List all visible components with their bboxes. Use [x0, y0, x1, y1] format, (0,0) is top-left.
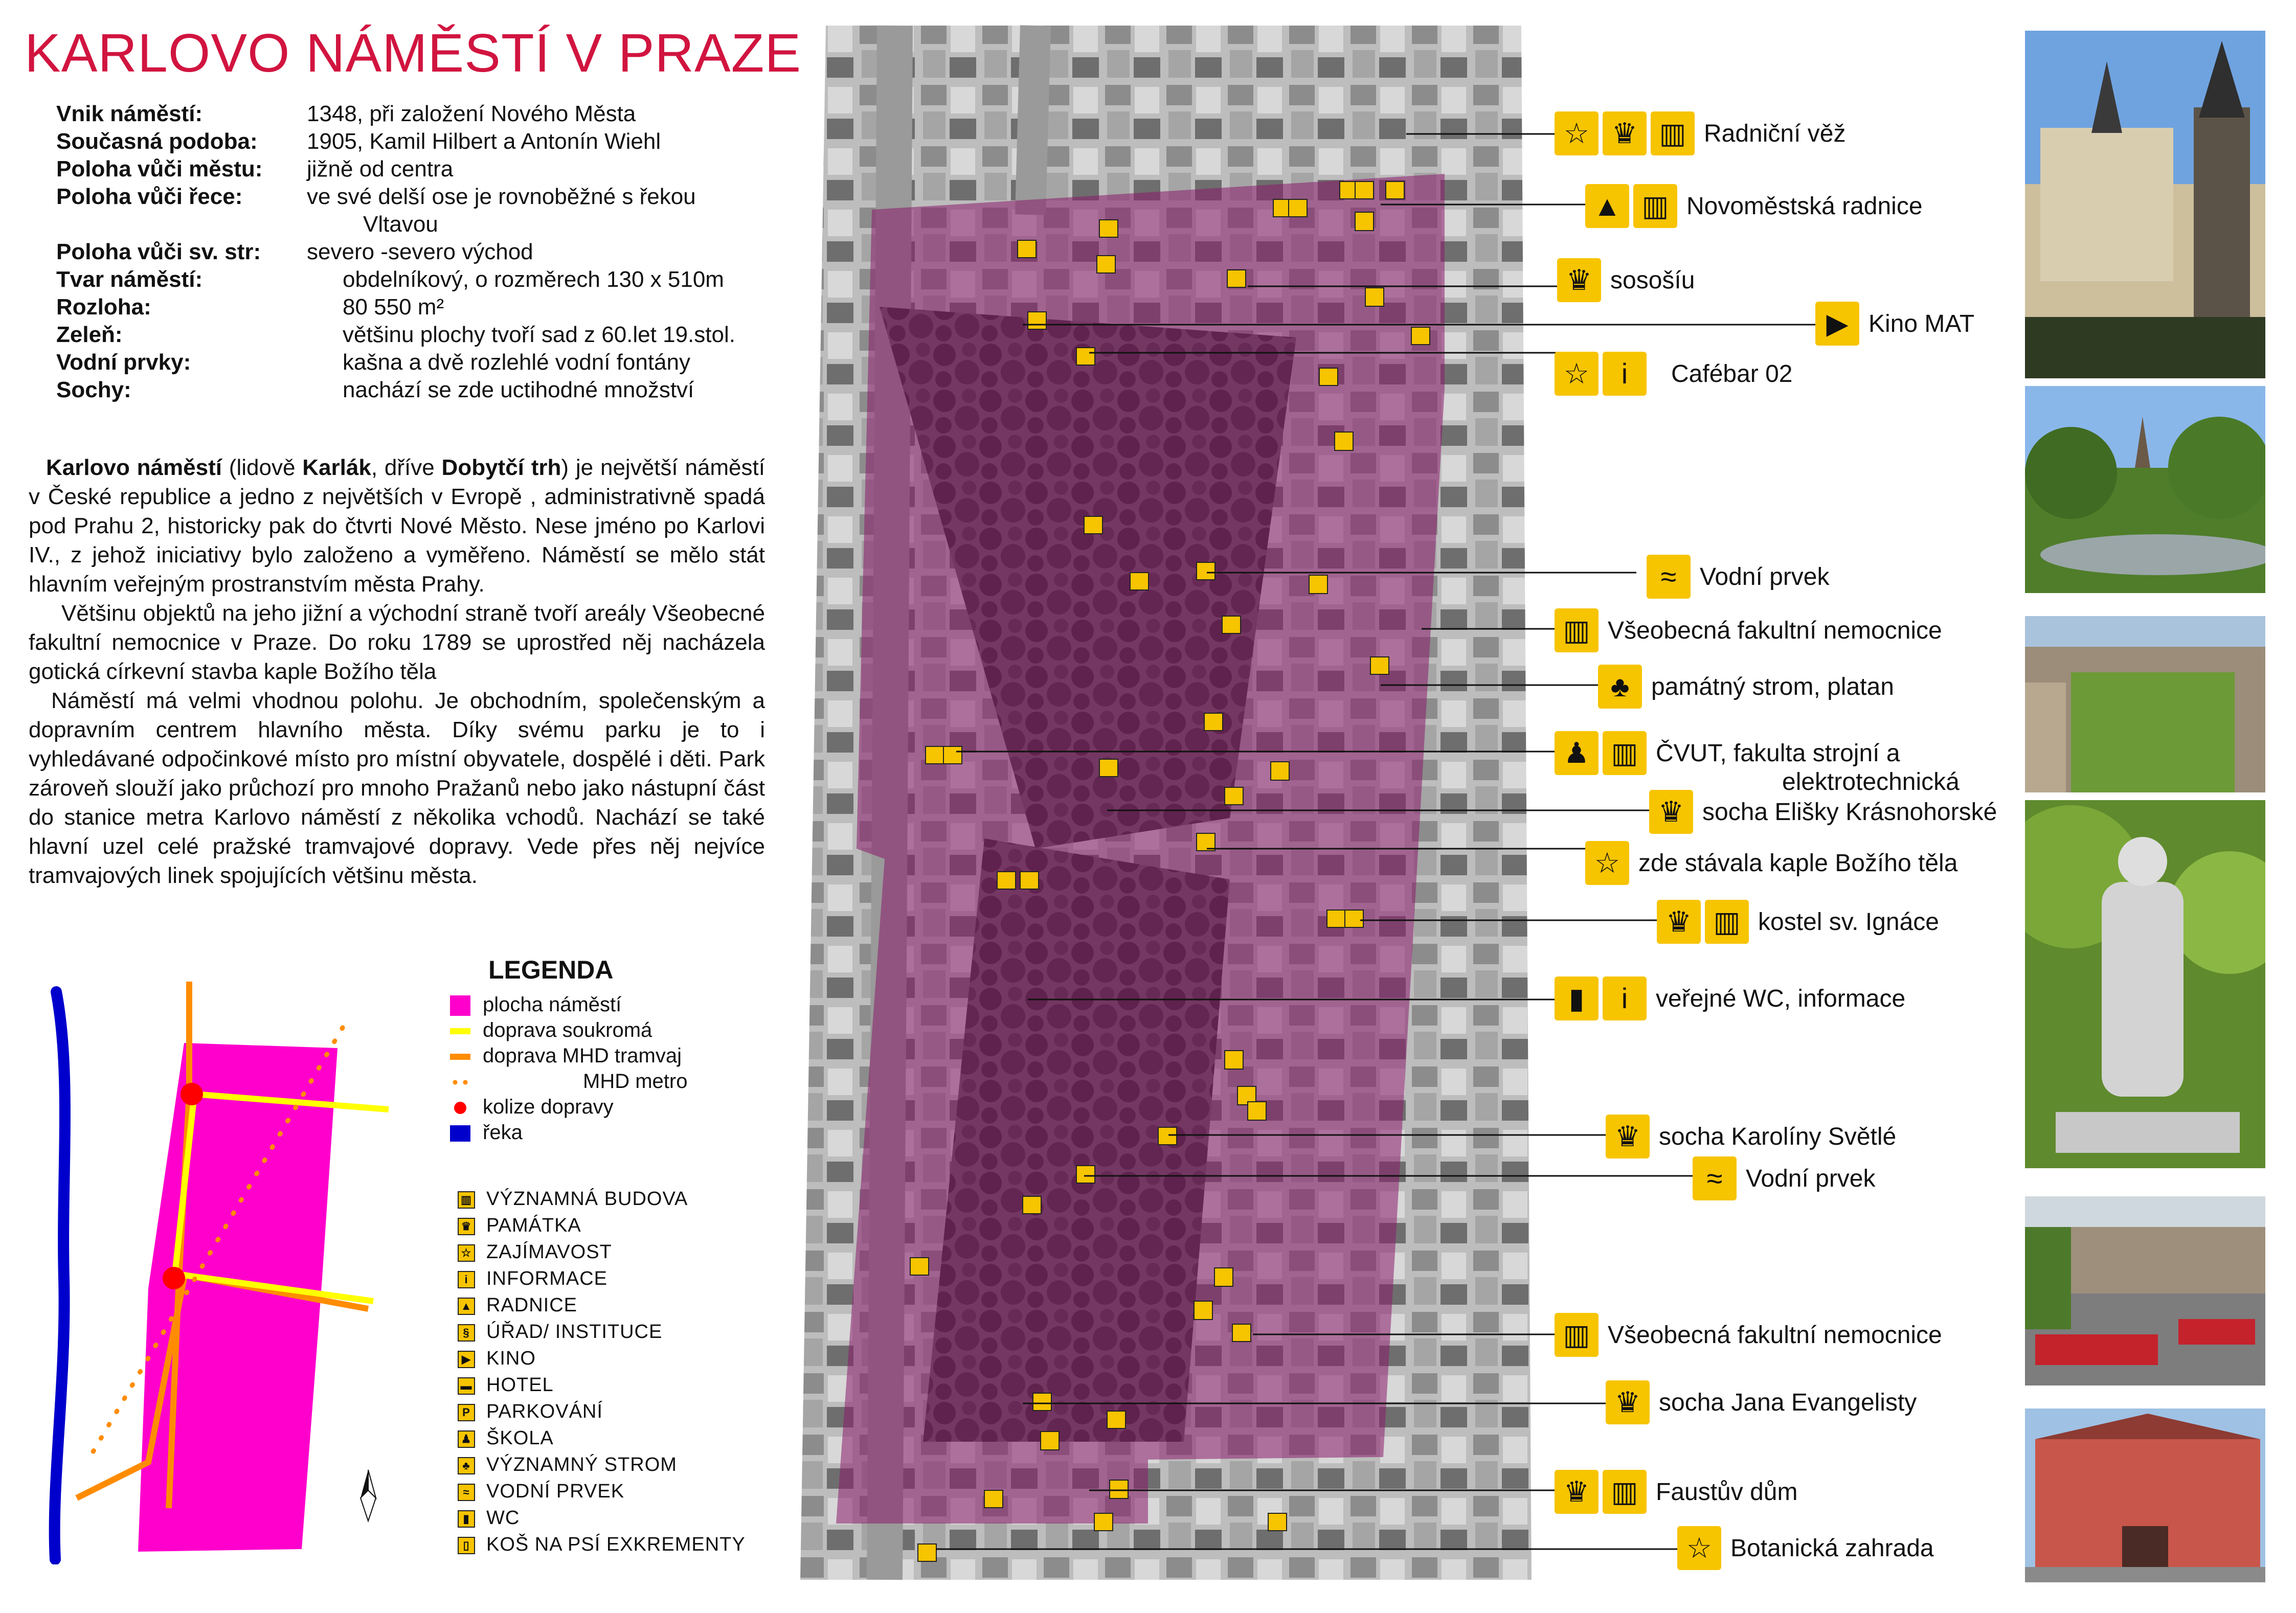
fact-key: Tvar náměstí: [56, 267, 203, 292]
monument-icon: ♛ [1657, 900, 1701, 944]
text-run: (lidově [221, 455, 303, 480]
legend-icon-item [458, 1505, 520, 1531]
callout-wc[interactable] [1555, 976, 1905, 1020]
fact-row [56, 128, 762, 155]
photo-aerial-view [2025, 616, 2265, 792]
legend-label: ŠKOLA [486, 1427, 554, 1449]
legend-label: doprava soukromá [483, 1019, 652, 1041]
town-hall-icon: ▲ [458, 1298, 475, 1315]
school-icon: ♟ [1555, 731, 1599, 775]
callout-label: socha Elišky Krásnohorské [1702, 798, 1997, 826]
parking-icon: P [458, 1404, 475, 1421]
callout-label: sosošíu [1610, 266, 1695, 294]
legend-icon-item [458, 1452, 677, 1478]
callout-label-continued: elektrotechnická [1782, 768, 1960, 796]
swatch-dot-icon [454, 1102, 466, 1114]
fact-row [56, 321, 762, 349]
town-hall-icon: ▲ [1585, 184, 1629, 228]
legend-icon-item [458, 1266, 607, 1291]
description-paragraph: Náměstí má velmi vhodnou polohu. Je obchodním, společenským a dopravním centrem hlavního města. Díky svému parku je to i vyhledávané odpočinkové místo pro místní obyvatele, dospělé i děti. Park zároveň slouží jako průchozí pro mnoho Pražanů nebo jako nástupní část do stanice metra Karlovo náměstí z několika vchodů. Nachází se také hlavní uzel celé pražské tramvajové dopravy. Vede přes něj nejvíce tramvajových linek spojujících většinu města. [29, 688, 765, 888]
legend-icon-item [458, 1213, 581, 1238]
callout-label: Vodní prvek [1700, 563, 1830, 590]
street [1030, 26, 1036, 215]
photo-faust-house [2025, 1408, 2265, 1582]
callout-vodni-prvek-2[interactable] [1693, 1156, 1876, 1200]
collision-point [181, 1083, 203, 1105]
fact-value: 80 550 m² [343, 294, 444, 320]
callout-vodni-prvek[interactable] [1647, 555, 1830, 599]
legend-label: RADNICE [486, 1294, 578, 1316]
callout-sosos[interactable] [1557, 258, 1695, 302]
callout-botanicka[interactable] [1677, 1526, 1934, 1570]
legend-item [450, 1094, 614, 1120]
monument-icon: ♛ [1557, 258, 1601, 302]
callout-label: Botanická zahrada [1730, 1534, 1934, 1562]
star-icon: ☆ [458, 1244, 475, 1262]
legend-label: plocha náměstí [483, 993, 622, 1016]
school-icon: ♟ [458, 1430, 475, 1448]
legend-icon-item [458, 1292, 577, 1318]
photo-statue [2025, 800, 2265, 1168]
legend-icon-item [458, 1186, 688, 1212]
callout-faustuv-dum[interactable] [1555, 1470, 1797, 1514]
legend-label: ÚŘAD/ INSTITUCE [486, 1321, 663, 1343]
star-icon: ☆ [1585, 841, 1629, 885]
callout-nemocnice-2[interactable] [1555, 1313, 1942, 1357]
monument-icon: ♛ [1555, 1470, 1599, 1514]
fact-value: obdelníkový, o rozměrech 130 x 510m [343, 267, 724, 292]
fact-row [56, 100, 762, 128]
wc-icon: ▮ [1555, 976, 1599, 1020]
legend-label: řeka [483, 1121, 523, 1144]
callout-nemocnice[interactable] [1555, 608, 1942, 652]
legend-label: KOŠ NA PSÍ EXKREMENTY [486, 1534, 746, 1555]
callout-label: Vodní prvek [1746, 1165, 1876, 1192]
info-icon: i [1603, 976, 1647, 1020]
fact-key: Vnik náměstí: [56, 101, 203, 126]
callout-label: památný strom, platan [1651, 673, 1894, 700]
callout-label: Všeobecná fakultní nemocnice [1608, 617, 1942, 644]
traffic-diagram [36, 971, 409, 1564]
fact-key: Vodní prvky: [56, 350, 191, 375]
fact-value: většinu plochy tvoří sad z 60.let 19.stol. [343, 322, 735, 347]
building-icon: ▥ [1651, 111, 1695, 155]
callout-label: zde stávala kaple Božího těla [1638, 849, 1958, 877]
legend-label: WC [486, 1507, 520, 1529]
water-icon: ≈ [458, 1484, 475, 1501]
fact-value: ve své delší ose je rovnoběžné s řekou [307, 184, 696, 209]
fact-value: severo -severo východ [307, 239, 533, 264]
photo-town-hall [2025, 31, 2265, 378]
description [29, 453, 765, 890]
callout-jan-evangelista[interactable] [1606, 1380, 1917, 1424]
callout-karolina[interactable] [1606, 1115, 1896, 1158]
legend-label: INFORMACE [486, 1268, 607, 1289]
building-icon: ▥ [1633, 184, 1677, 228]
building-icon: ▥ [1705, 900, 1749, 944]
description-paragraph: Většinu objektů na jeho jižní a východní straně tvoří areály Všeobecné fakultní nemocnice v Praze. Do roku 1789 se uprostřed něj nacházela gotická církevní stavba kaple Božího těla [29, 601, 765, 684]
water-icon: ≈ [1647, 555, 1691, 599]
legend-label: VÝZNAMNÝ STROM [486, 1454, 677, 1475]
callout-label: Všeobecná fakultní nemocnice [1608, 1321, 1942, 1349]
callout-platan[interactable] [1598, 665, 1894, 709]
fact-key: Rozloha: [56, 294, 151, 320]
building-icon: ▥ [1603, 1470, 1647, 1514]
fact-value-continued: Vltavou [363, 212, 438, 237]
star-icon: ☆ [1555, 111, 1599, 155]
dog-bin-icon: ▯ [458, 1537, 475, 1554]
swatch-square-icon [450, 1125, 470, 1142]
fact-row [56, 266, 762, 293]
monument-icon: ♛ [1606, 1115, 1650, 1158]
swatch-dots-icon [450, 1079, 470, 1085]
fact-value: 1348, při založení Nového Města [307, 101, 636, 126]
fact-row [56, 376, 762, 404]
bold-term: Karlák [302, 455, 371, 480]
monument-icon: ♛ [1606, 1380, 1650, 1424]
star-icon: ☆ [1555, 352, 1599, 396]
collision-point [163, 1267, 185, 1289]
building-icon: ▥ [1555, 608, 1599, 652]
facts-table [56, 100, 762, 404]
callout-label: socha Jana Evangelisty [1659, 1389, 1917, 1416]
legend-icon-item [458, 1532, 746, 1557]
legend-icon-item [458, 1239, 612, 1265]
water-icon: ≈ [1693, 1156, 1737, 1200]
cinema-icon: ▶ [1815, 302, 1859, 346]
legend-label: MHD metro [583, 1070, 688, 1093]
fact-value: jižně od centra [307, 156, 454, 181]
bold-term: Karlovo náměstí [46, 455, 222, 480]
fact-row [56, 293, 762, 321]
building-icon: ▥ [1603, 731, 1647, 775]
star-icon: ☆ [1677, 1526, 1721, 1570]
fact-row [56, 183, 762, 238]
legend-item [450, 1043, 682, 1069]
text-run: ) je největší náměstí v České republice a jedno z největších v Evropě , administrativně spadá pod Prahu 2, historicky pak do čtvrti Nové Město. Nese jméno po Karlovi IV., z jehož iniciativy bylo založeno a vyměřeno. Náměstí se mělo stát hlavním veřejným prostranstvím města Prahy. [29, 455, 765, 597]
north-arrow-icon [361, 1470, 376, 1521]
fact-key: Poloha vůči sv. str: [56, 239, 261, 264]
fact-key: Zeleň: [56, 322, 123, 347]
callout-label: Cafébar 02 [1671, 360, 1793, 388]
monument-icon: ♛ [1649, 790, 1693, 834]
fact-row [56, 155, 762, 183]
legend-icon-item [458, 1319, 662, 1345]
fact-key: Poloha vůči městu: [56, 156, 263, 181]
legend-title: LEGENDA [488, 956, 614, 984]
legend-item [450, 1069, 687, 1094]
fact-row [56, 238, 762, 266]
legend-label: PAMÁTKA [486, 1215, 581, 1236]
cinema-icon: ▶ [458, 1351, 475, 1368]
fact-key: Současná podoba: [56, 129, 258, 154]
info-icon: i [458, 1271, 475, 1288]
legend-label: ZAJÍMAVOST [486, 1241, 612, 1263]
tree-icon: ♣ [1598, 665, 1642, 709]
legend-label: KINO [486, 1348, 536, 1369]
callout-eliska[interactable] [1649, 790, 1997, 834]
fact-value: nachází se zde uctihodné množství [343, 377, 694, 402]
legend-icon-item [458, 1479, 624, 1504]
swatch-line-icon [450, 1028, 470, 1034]
legend-item [450, 1017, 652, 1043]
callout-label: Faustův dům [1656, 1478, 1798, 1506]
square-overlay [836, 174, 1445, 1524]
callout-novomestska-radnice[interactable] [1585, 184, 1923, 228]
legend-label: VODNÍ PRVEK [486, 1481, 625, 1502]
swatch-square-icon [450, 995, 470, 1016]
legend-label: HOTEL [486, 1374, 554, 1396]
callout-kaple[interactable] [1585, 841, 1957, 885]
fact-value: 1905, Kamil Hilbert a Antonín Wiehl [307, 129, 661, 154]
info-icon: i [1603, 352, 1647, 396]
text-run: , dříve [371, 455, 442, 480]
office-icon: § [458, 1324, 475, 1342]
building-icon: ▥ [458, 1191, 475, 1209]
fact-value: kašna a dvě rozlehlé vodní fontány [343, 350, 691, 375]
hotel-icon: ▬ [458, 1377, 475, 1395]
legend-icon-item [458, 1346, 536, 1371]
callout-label: Novoměstská radnice [1686, 192, 1923, 220]
callout-label: kostel sv. Ignáce [1758, 908, 1939, 936]
callout-label: Radniční věž [1704, 120, 1846, 147]
legend-icon-item [458, 1372, 554, 1398]
callout-kino-mat[interactable] [1815, 302, 1974, 346]
legend-label: PARKOVÁNÍ [486, 1401, 603, 1422]
callout-label: Kino MAT [1869, 310, 1975, 337]
callout-cafebar[interactable] [1555, 352, 1793, 396]
callout-label: socha Karolíny Světlé [1659, 1123, 1897, 1150]
callout-radnicni-vez[interactable] [1555, 111, 1845, 155]
callout-label: ČVUT, fakulta strojní a [1656, 739, 1900, 767]
river [55, 992, 65, 1559]
description-paragraph [29, 453, 765, 599]
legend-label: kolize dopravy [483, 1096, 614, 1118]
fact-key: Sochy: [56, 377, 131, 402]
fact-key: Poloha vůči řece: [56, 184, 243, 209]
photo-tram-traffic [2025, 1196, 2265, 1385]
callout-ignac[interactable] [1657, 900, 1939, 944]
bold-term: Dobytčí trh [441, 455, 561, 480]
legend-item [450, 992, 621, 1017]
monument-icon: ♛ [1603, 111, 1647, 155]
fact-row [56, 349, 762, 376]
aerial-map [795, 20, 1537, 1585]
building-icon: ▥ [1555, 1313, 1599, 1357]
photo-park-fountain [2025, 386, 2265, 593]
callout-label: veřejné WC, informace [1656, 985, 1906, 1012]
legend-label: VÝZNAMNÁ BUDOVA [486, 1188, 688, 1210]
page-title: KARLOVO NÁMĚSTÍ V PRAZE [25, 23, 802, 83]
legend-label: doprava MHD tramvaj [483, 1044, 682, 1067]
legend-item [450, 1120, 523, 1145]
swatch-line-icon [450, 1054, 470, 1060]
legend-icon-item [458, 1425, 554, 1451]
legend-icon-item [458, 1399, 603, 1424]
wc-icon: ▮ [458, 1510, 475, 1528]
monument-icon: ♛ [458, 1218, 475, 1235]
tree-icon: ♣ [458, 1457, 475, 1474]
